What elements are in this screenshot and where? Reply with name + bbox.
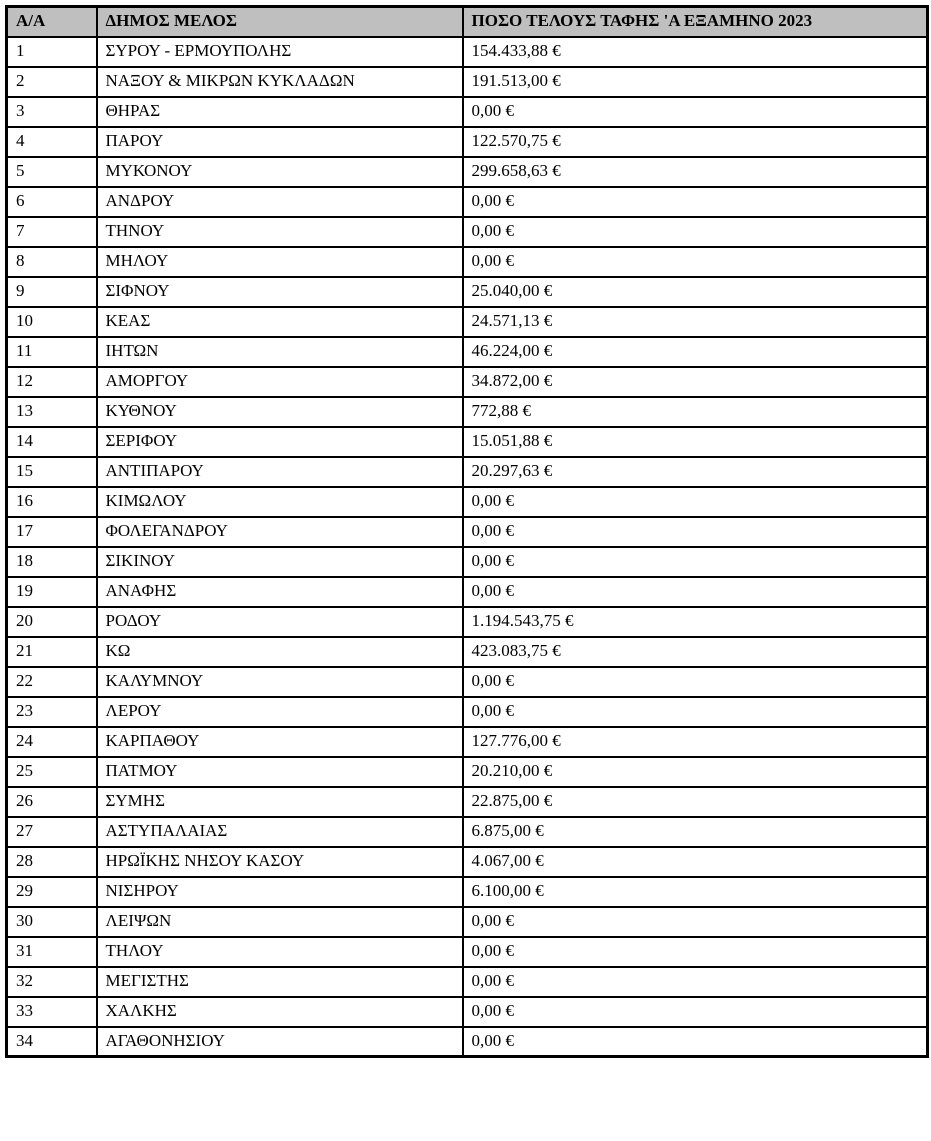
table-row <box>7 637 928 667</box>
table-row <box>7 97 928 127</box>
table-row <box>7 547 928 577</box>
cell-municipality: ΣΕΡΙΦΟΥ <box>97 427 463 457</box>
cell-municipality: ΠΑΡΟΥ <box>97 127 463 157</box>
cell-amount: 122.570,75 € <box>463 127 928 157</box>
cell-municipality: ΤΗΛΟΥ <box>97 937 463 967</box>
table-header-row <box>7 7 928 37</box>
cell-index: 25 <box>7 757 97 787</box>
header-cell-amount: ΠΟΣΟ ΤΕΛΟΥΣ ΤΑΦΗΣ 'Α ΕΞΑΜΗΝΟ 2023 <box>463 7 928 37</box>
cell-amount: 0,00 € <box>463 517 928 547</box>
table-row <box>7 277 928 307</box>
table-row <box>7 457 928 487</box>
cell-municipality: ΙΗΤΩΝ <box>97 337 463 367</box>
table-row <box>7 577 928 607</box>
cell-amount: 0,00 € <box>463 967 928 997</box>
cell-amount: 127.776,00 € <box>463 727 928 757</box>
cell-amount: 423.083,75 € <box>463 637 928 667</box>
cell-municipality: ΚΙΜΩΛΟΥ <box>97 487 463 517</box>
cell-amount: 24.571,13 € <box>463 307 928 337</box>
cell-index: 13 <box>7 397 97 427</box>
table-row <box>7 907 928 937</box>
cell-amount: 772,88 € <box>463 397 928 427</box>
header-cell-municipality: ΔΗΜΟΣ ΜΕΛΟΣ <box>97 7 463 37</box>
cell-amount: 0,00 € <box>463 217 928 247</box>
cell-amount: 6.100,00 € <box>463 877 928 907</box>
cell-amount: 0,00 € <box>463 547 928 577</box>
cell-index: 1 <box>7 37 97 67</box>
table-row <box>7 877 928 907</box>
cell-index: 34 <box>7 1027 97 1057</box>
cell-municipality: ΑΝΔΡΟΥ <box>97 187 463 217</box>
cell-municipality: ΛΕΙΨΩΝ <box>97 907 463 937</box>
cell-index: 32 <box>7 967 97 997</box>
cell-index: 31 <box>7 937 97 967</box>
cell-municipality: ΣΥΜΗΣ <box>97 787 463 817</box>
cell-index: 30 <box>7 907 97 937</box>
cell-municipality: ΚΑΛΥΜΝΟΥ <box>97 667 463 697</box>
cell-amount: 4.067,00 € <box>463 847 928 877</box>
cell-amount: 25.040,00 € <box>463 277 928 307</box>
table-row <box>7 517 928 547</box>
cell-municipality: ΠΑΤΜΟΥ <box>97 757 463 787</box>
cell-amount: 0,00 € <box>463 487 928 517</box>
cell-index: 17 <box>7 517 97 547</box>
cell-amount: 0,00 € <box>463 997 928 1027</box>
cell-municipality: ΜΕΓΙΣΤΗΣ <box>97 967 463 997</box>
cell-amount: 0,00 € <box>463 187 928 217</box>
cell-municipality: ΚΕΑΣ <box>97 307 463 337</box>
table-row <box>7 217 928 247</box>
cell-amount: 22.875,00 € <box>463 787 928 817</box>
table-row <box>7 847 928 877</box>
cell-municipality: ΧΑΛΚΗΣ <box>97 997 463 1027</box>
table-row <box>7 817 928 847</box>
table-row <box>7 397 928 427</box>
cell-index: 27 <box>7 817 97 847</box>
cell-municipality: ΛΕΡΟΥ <box>97 697 463 727</box>
cell-municipality: ΝΑΞΟΥ & ΜΙΚΡΩΝ ΚΥΚΛΑΔΩΝ <box>97 67 463 97</box>
cell-index: 2 <box>7 67 97 97</box>
table-row <box>7 427 928 457</box>
table-row <box>7 187 928 217</box>
table-row <box>7 337 928 367</box>
cell-municipality: ΤΗΝΟΥ <box>97 217 463 247</box>
table-row <box>7 307 928 337</box>
cell-municipality: ΜΗΛΟΥ <box>97 247 463 277</box>
cell-municipality: ΚΥΘΝΟΥ <box>97 397 463 427</box>
cell-index: 21 <box>7 637 97 667</box>
cell-index: 3 <box>7 97 97 127</box>
cell-municipality: ΣΙΦΝΟΥ <box>97 277 463 307</box>
cell-municipality: ΚΩ <box>97 637 463 667</box>
cell-municipality: ΦΟΛΕΓΑΝΔΡΟΥ <box>97 517 463 547</box>
cell-municipality: ΑΝΑΦΗΣ <box>97 577 463 607</box>
table-row <box>7 37 928 67</box>
table-row <box>7 967 928 997</box>
cell-index: 16 <box>7 487 97 517</box>
table-row <box>7 367 928 397</box>
table-row <box>7 997 928 1027</box>
cell-amount: 0,00 € <box>463 667 928 697</box>
table-row <box>7 787 928 817</box>
cell-index: 10 <box>7 307 97 337</box>
cell-amount: 299.658,63 € <box>463 157 928 187</box>
cell-amount: 1.194.543,75 € <box>463 607 928 637</box>
cell-index: 8 <box>7 247 97 277</box>
cell-amount: 20.210,00 € <box>463 757 928 787</box>
cell-municipality: ΣΥΡΟΥ - ΕΡΜΟΥΠΟΛΗΣ <box>97 37 463 67</box>
cell-amount: 6.875,00 € <box>463 817 928 847</box>
cell-amount: 34.872,00 € <box>463 367 928 397</box>
cell-index: 12 <box>7 367 97 397</box>
table-row <box>7 607 928 637</box>
table-row <box>7 247 928 277</box>
cell-municipality: ΚΑΡΠΑΘΟΥ <box>97 727 463 757</box>
table-row <box>7 757 928 787</box>
cell-index: 33 <box>7 997 97 1027</box>
cell-municipality: ΜΥΚΟΝΟΥ <box>97 157 463 187</box>
cell-municipality: ΑΜΟΡΓΟΥ <box>97 367 463 397</box>
cell-municipality: ΝΙΣΗΡΟΥ <box>97 877 463 907</box>
cell-amount: 46.224,00 € <box>463 337 928 367</box>
cell-index: 28 <box>7 847 97 877</box>
cell-index: 4 <box>7 127 97 157</box>
table-row <box>7 127 928 157</box>
cell-index: 29 <box>7 877 97 907</box>
table-row <box>7 487 928 517</box>
cell-index: 26 <box>7 787 97 817</box>
cell-municipality: ΑΣΤΥΠΑΛΑΙΑΣ <box>97 817 463 847</box>
cell-index: 14 <box>7 427 97 457</box>
cell-index: 24 <box>7 727 97 757</box>
cell-index: 18 <box>7 547 97 577</box>
cell-index: 22 <box>7 667 97 697</box>
cell-amount: 154.433,88 € <box>463 37 928 67</box>
cell-index: 5 <box>7 157 97 187</box>
cell-amount: 15.051,88 € <box>463 427 928 457</box>
cell-municipality: ΡΟΔΟΥ <box>97 607 463 637</box>
cell-amount: 191.513,00 € <box>463 67 928 97</box>
cell-index: 9 <box>7 277 97 307</box>
table-row <box>7 67 928 97</box>
cell-index: 6 <box>7 187 97 217</box>
cell-municipality: ΣΙΚΙΝΟΥ <box>97 547 463 577</box>
cell-index: 19 <box>7 577 97 607</box>
cell-index: 11 <box>7 337 97 367</box>
cell-municipality: ΑΓΑΘΟΝΗΣΙΟΥ <box>97 1027 463 1057</box>
table-row <box>7 727 928 757</box>
table-body <box>7 37 928 1057</box>
cell-amount: 20.297,63 € <box>463 457 928 487</box>
cell-amount: 0,00 € <box>463 907 928 937</box>
cell-municipality: ΘΗΡΑΣ <box>97 97 463 127</box>
cell-amount: 0,00 € <box>463 697 928 727</box>
cell-amount: 0,00 € <box>463 247 928 277</box>
table-row <box>7 697 928 727</box>
cell-index: 20 <box>7 607 97 637</box>
cell-amount: 0,00 € <box>463 937 928 967</box>
cell-amount: 0,00 € <box>463 97 928 127</box>
cell-index: 15 <box>7 457 97 487</box>
cell-index: 23 <box>7 697 97 727</box>
table-row <box>7 1027 928 1057</box>
cell-index: 7 <box>7 217 97 247</box>
cell-amount: 0,00 € <box>463 577 928 607</box>
cell-municipality: ΗΡΩΪΚΗΣ ΝΗΣΟΥ ΚΑΣΟΥ <box>97 847 463 877</box>
table-row <box>7 937 928 967</box>
table-row <box>7 157 928 187</box>
cell-amount: 0,00 € <box>463 1027 928 1057</box>
header-cell-index: Α/Α <box>7 7 97 37</box>
cell-municipality: ΑΝΤΙΠΑΡΟΥ <box>97 457 463 487</box>
burial-fee-table <box>5 5 929 1058</box>
table-row <box>7 667 928 697</box>
